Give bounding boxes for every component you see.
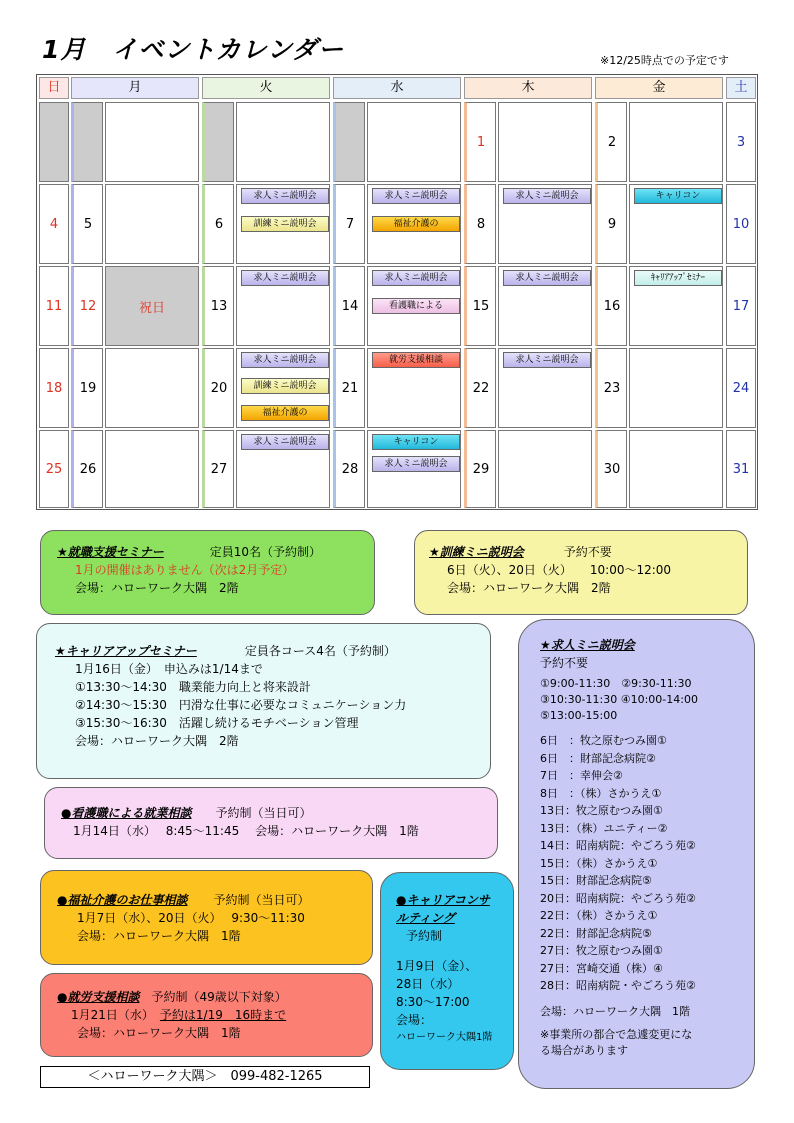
day-number: 22 — [464, 348, 496, 428]
day-events — [236, 266, 330, 346]
day-events — [105, 184, 199, 264]
box-venue: ハローワーク大隅1階 — [396, 1032, 493, 1043]
day-cell-empty — [39, 102, 69, 182]
box-venue: 会場：ハローワーク大隅 2階 — [75, 734, 239, 748]
as-of-note: ※12/25時点での予定です — [600, 54, 729, 67]
day-number: 17 — [726, 266, 756, 346]
day-number: 4 — [39, 184, 69, 264]
day-number: 3 — [726, 102, 756, 182]
day-number: 18 — [39, 348, 69, 428]
box-time: 8:30～17:00 — [396, 995, 470, 1009]
event-tag-career-up[interactable]: ｷｬﾘｱｱｯﾌﾟｾﾐﾅｰ — [634, 270, 722, 286]
box-title: ルティング — [396, 911, 455, 925]
box-reservation: 予約制（49歳以下対象） — [151, 990, 287, 1004]
box-shushoku-seminar — [40, 530, 375, 615]
box-venue: 会場：ハローワーク大隅 2階 — [75, 581, 239, 595]
event-tag-job-mini[interactable]: 求人ミニ説明会 — [503, 188, 591, 204]
day-number: 19 — [71, 348, 103, 428]
schedule-item: 15日：財部記念病院⑤ — [540, 874, 652, 887]
weekday-wed: 水 — [333, 77, 461, 99]
day-cell-empty — [236, 102, 330, 182]
schedule-item: 7日 ：幸伸会② — [540, 769, 623, 782]
box-kango-consult — [44, 787, 498, 859]
box-details: 1月14日（水） 8:45～11:45 会場：ハローワーク大隅 1階 — [73, 824, 419, 838]
box-reservation: 予約制 — [406, 929, 443, 943]
day-number: 13 — [202, 266, 234, 346]
box-date: 1月16日（金） 申込みは1/14まで — [75, 662, 263, 676]
box-reservation: 予約制（当日可） — [215, 806, 312, 820]
day-number: 9 — [595, 184, 627, 264]
box-reservation: 予約制（当日可） — [213, 893, 310, 907]
day-number: 10 — [726, 184, 756, 264]
schedule-item: 6日 ：牧之原むつみ園① — [540, 734, 667, 747]
schedule-item: 13日：（株）ユニティー② — [540, 821, 668, 835]
box-venue: 会場：ハローワーク大隅 2階 — [447, 581, 611, 595]
day-number: 1 — [464, 102, 496, 182]
event-tag-training-mini[interactable]: 訓練ミニ説明会 — [241, 378, 329, 394]
day-events — [236, 348, 330, 428]
box-title: ●看護職による就業相談 — [61, 806, 192, 820]
day-events — [367, 348, 461, 428]
event-tag-training-mini[interactable]: 訓練ミニ説明会 — [241, 216, 329, 232]
day-number: 29 — [464, 430, 496, 508]
day-number: 28 — [333, 430, 365, 508]
box-kyujin-mini — [518, 619, 755, 1089]
weekday-sat: 土 — [726, 77, 756, 99]
day-number: 6 — [202, 184, 234, 264]
weekday-thu: 木 — [464, 77, 592, 99]
day-events — [367, 184, 461, 264]
event-tag-job-mini[interactable]: 求人ミニ説明会 — [372, 270, 460, 286]
box-course: ③15:30～16:30 活躍し続けるモチベーション管理 — [75, 716, 359, 730]
day-number: 24 — [726, 348, 756, 428]
event-tag-employment[interactable]: 就労支援相談 — [372, 352, 460, 368]
box-title: ★就職支援セミナー — [57, 545, 164, 559]
box-reservation: 予約不要 — [563, 545, 612, 559]
schedule-item: 22日：財部記念病院⑤ — [540, 926, 652, 940]
day-number: 11 — [39, 266, 69, 346]
day-events — [629, 102, 723, 182]
box-title: ★求人ミニ説明会 — [540, 638, 635, 652]
weekday-sun: 日 — [39, 77, 69, 99]
event-tag-job-mini[interactable]: 求人ミニ説明会 — [503, 270, 591, 286]
day-cell-empty — [71, 102, 103, 182]
event-calendar — [36, 74, 758, 510]
schedule-item: 13日：牧之原むつみ園① — [540, 804, 663, 817]
event-tag-nurse[interactable]: 看護職による — [372, 298, 460, 314]
box-capacity: 定員10名（予約制） — [209, 545, 322, 559]
box-notice: 1月の開催はありません（次は2月予定） — [75, 563, 295, 577]
box-course: ②14:30～15:30 円滑な仕事に必要なコミュニケーション力 — [75, 698, 407, 712]
schedule-item: 28日：昭南病院・やごろう苑② — [540, 979, 696, 992]
box-title: ●就労支援相談 — [57, 990, 140, 1004]
day-number: 16 — [595, 266, 627, 346]
box-deadline: 予約は1/19 16時まで — [159, 1008, 287, 1022]
event-tag-welfare[interactable]: 福祉介護の — [241, 405, 329, 421]
day-number: 7 — [333, 184, 365, 264]
day-number: 23 — [595, 348, 627, 428]
day-events — [629, 348, 723, 428]
day-number: 27 — [202, 430, 234, 508]
event-tag-job-mini[interactable]: 求人ミニ説明会 — [241, 270, 329, 286]
day-number: 5 — [71, 184, 103, 264]
box-venue: 会場： — [396, 1013, 433, 1027]
day-number: 20 — [202, 348, 234, 428]
event-tag-job-mini[interactable]: 求人ミニ説明会 — [241, 434, 329, 450]
box-venue: 会場：ハローワーク大隅 1階 — [540, 1004, 690, 1018]
day-cell-empty — [367, 102, 461, 182]
day-cell-empty — [105, 102, 199, 182]
footer-contact: ＜ハローワーク大隅＞ 099-482-1265 — [40, 1066, 370, 1088]
day-events — [498, 430, 592, 508]
schedule-item: 8日 ：（株）さかうえ① — [540, 786, 662, 800]
day-number: 2 — [595, 102, 627, 182]
day-number: 31 — [726, 430, 756, 508]
day-number: 26 — [71, 430, 103, 508]
schedule-item: 15日：（株）さかうえ① — [540, 856, 658, 870]
box-date: 1月21日（水） — [71, 1008, 154, 1022]
box-times: ⑤13:00-15:00 — [540, 709, 618, 722]
day-events — [105, 348, 199, 428]
page-title: 1月 イベントカレンダー — [42, 35, 345, 64]
day-events — [629, 430, 723, 508]
day-number: 8 — [464, 184, 496, 264]
box-career-up-seminar — [36, 623, 491, 779]
box-reservation: 予約不要 — [540, 656, 589, 670]
box-course: ①13:30～14:30 職業能力向上と将来設計 — [75, 680, 311, 694]
day-events — [498, 102, 592, 182]
day-events — [629, 266, 723, 346]
day-events — [498, 266, 592, 346]
box-kunren-mini — [414, 530, 748, 615]
event-tag-career-consult[interactable]: キャリコン — [372, 434, 460, 450]
weekday-tue: 火 — [202, 77, 330, 99]
box-dates: 1月7日（水）、20日（火） 9:30～11:30 — [77, 911, 305, 925]
box-capacity: 定員各コース4名（予約制） — [244, 644, 396, 658]
event-tag-job-mini[interactable]: 求人ミニ説明会 — [372, 188, 460, 204]
schedule-item: 6日 ：財部記念病院② — [540, 751, 656, 765]
event-tag-job-mini[interactable]: 求人ミニ説明会 — [372, 456, 460, 472]
box-title: ★キャリアアップセミナー — [55, 644, 197, 658]
box-career-consulting — [380, 872, 514, 1070]
day-events — [629, 184, 723, 264]
weekday-mon: 月 — [71, 77, 199, 99]
day-number: 25 — [39, 430, 69, 508]
box-fukushi-consult — [40, 870, 373, 965]
weekday-fri: 金 — [595, 77, 723, 99]
box-dates: 6日（火）、20日（火） 10:00～12:00 — [447, 563, 672, 577]
holiday-label: 祝日 — [105, 266, 199, 346]
box-venue: 会場：ハローワーク大隅 1階 — [77, 1026, 241, 1040]
day-number: 15 — [464, 266, 496, 346]
day-number: 14 — [333, 266, 365, 346]
event-tag-welfare[interactable]: 福祉介護の — [372, 216, 460, 232]
schedule-item: 20日：昭南病院：やごろう苑② — [540, 891, 696, 905]
event-tag-job-mini[interactable]: 求人ミニ説明会 — [241, 188, 329, 204]
day-events — [236, 430, 330, 508]
box-note: ※事業所の都合で急遽変更にな — [540, 1027, 693, 1041]
day-events — [498, 348, 592, 428]
box-shuro-consult — [40, 973, 373, 1057]
box-times: ①9:00-11:30 ②9:30-11:30 — [540, 677, 692, 690]
day-cell-empty — [333, 102, 365, 182]
day-events — [236, 184, 330, 264]
box-venue: 会場：ハローワーク大隅 1階 — [77, 929, 241, 943]
schedule-item: 14日：昭南病院：やごろう苑② — [540, 839, 696, 852]
day-cell-empty — [202, 102, 234, 182]
event-tag-job-mini[interactable]: 求人ミニ説明会 — [503, 352, 591, 368]
box-title: ●福祉介護のお仕事相談 — [57, 893, 188, 907]
schedule-item: 22日：（株）さかうえ① — [540, 909, 658, 922]
day-events — [498, 184, 592, 264]
day-number: 12 — [71, 266, 103, 346]
day-events — [367, 430, 461, 508]
event-tag-career-consult[interactable]: キャリコン — [634, 188, 722, 204]
day-number: 30 — [595, 430, 627, 508]
schedule-item: 27日：牧之原むつみ園① — [540, 944, 663, 957]
box-times: ③10:30-11:30 ④10:00-14:00 — [540, 693, 698, 706]
day-events — [367, 266, 461, 346]
schedule-item: 27日：宮崎交通（株）④ — [540, 961, 663, 975]
box-note: る場合があります — [540, 1043, 628, 1057]
box-date: 1月9日（金）、 — [396, 959, 478, 973]
box-title: ●キャリアコンサ — [396, 893, 490, 907]
day-number: 21 — [333, 348, 365, 428]
box-title: ★訓練ミニ説明会 — [429, 545, 524, 559]
day-events — [105, 430, 199, 508]
event-tag-job-mini[interactable]: 求人ミニ説明会 — [241, 352, 329, 368]
box-date: 28日（水） — [396, 977, 460, 991]
